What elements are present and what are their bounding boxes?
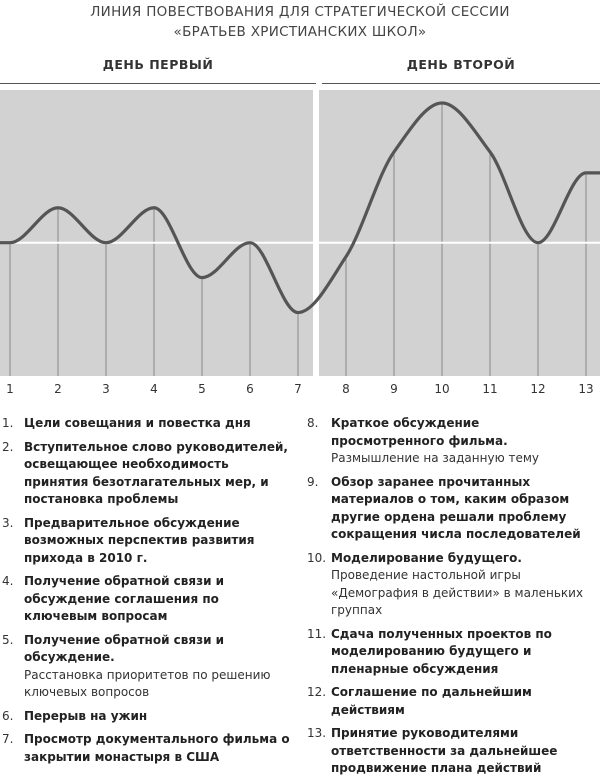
agenda-item (2, 439, 296, 509)
agenda-item-title: Предварительное обсуждение возможных перспектив развития прихода в 2010 г. (24, 515, 255, 565)
x-tick-6: 6 (246, 382, 254, 396)
agenda-item-note: Проведение настольной игры «Демография в действии» в маленьких группах (331, 568, 584, 617)
agenda-item-body (24, 708, 296, 726)
agenda-item (2, 515, 296, 568)
day-two-rule (322, 83, 600, 84)
agenda-item-title: Моделирование будущего. (331, 550, 522, 565)
x-tick-10: 10 (434, 382, 450, 396)
agenda-item (2, 415, 296, 433)
x-tick-5: 5 (198, 382, 206, 396)
x-tick-2: 2 (54, 382, 62, 396)
agenda-day-two (307, 415, 595, 784)
agenda-day-one (2, 415, 296, 772)
agenda-item-title: Соглашение по дальнейшим действиям (331, 685, 532, 717)
x-tick-labels (6, 382, 593, 396)
agenda-item (307, 415, 595, 468)
agenda-item-title: Просмотр документального фильма о закрытии монастыря в США (24, 732, 290, 764)
agenda-item-number: 4. (2, 574, 14, 588)
agenda-item-number: 10. (307, 550, 327, 565)
agenda-item-body (331, 684, 595, 719)
agenda-item (2, 731, 296, 766)
agenda-item (2, 632, 296, 702)
agenda-item-number: 1. (2, 416, 14, 430)
x-tick-11: 11 (482, 382, 498, 396)
agenda-item-body (331, 415, 595, 468)
agenda-item (307, 626, 595, 679)
day-one-label: ДЕНЬ ПЕРВЫЙ (102, 57, 214, 72)
x-tick-13: 13 (578, 382, 594, 396)
x-tick-9: 9 (390, 382, 398, 396)
agenda-item-number: 11. (307, 626, 327, 641)
day-two-label: ДЕНЬ ВТОРОЙ (406, 57, 516, 72)
agenda-item (2, 708, 296, 726)
agenda-item-title: Получение обратной связи и обсуждение соглашения по ключевым вопросам (24, 574, 225, 623)
agenda-item-number: 8. (307, 416, 319, 430)
agenda-item-body (24, 632, 296, 702)
agenda-item-note: Расстановка приоритетов по решению ключевых вопросов (24, 667, 271, 699)
title-line-2: «БРАТЬЕВ ХРИСТИАНСКИХ ШКОЛ» (173, 24, 427, 40)
x-tick-4: 4 (150, 382, 158, 396)
agenda-item-title: Принятие руководителями ответственности за дальнейшее продвижение плана действий (331, 726, 558, 775)
agenda-item (307, 684, 595, 719)
chart-title (0, 2, 600, 42)
agenda-item-title: Вступительное слово руководителей, освещающее необходимость принятия безотлагательных мер, и постановка проблемы (24, 439, 288, 506)
x-tick-7: 7 (294, 382, 302, 396)
agenda-item-title: Сдача полученных проектов по моделированию будущего и пленарные обсуждения (331, 626, 552, 676)
agenda-item-body (331, 725, 595, 778)
agenda-item-title: Краткое обсуждение просмотренного фильма. (331, 416, 508, 448)
agenda-item-number: 2. (2, 439, 14, 454)
x-tick-12: 12 (530, 382, 546, 396)
agenda-item (307, 474, 595, 544)
agenda-item-body (24, 515, 296, 568)
agenda-item-body (331, 626, 595, 679)
agenda-item (2, 573, 296, 626)
agenda-item-body (24, 573, 296, 626)
x-tick-3: 3 (102, 382, 110, 396)
x-tick-8: 8 (342, 382, 350, 396)
agenda-item-body (331, 474, 595, 544)
agenda-item-title: Получение обратной связи и обсуждение. (24, 632, 225, 664)
x-tick-1: 1 (6, 382, 14, 396)
agenda-item-number: 13. (307, 726, 327, 740)
day-divider (313, 90, 319, 376)
agenda-item-title: Перерыв на ужин (24, 708, 148, 723)
agenda-item-number: 7. (2, 732, 14, 746)
agenda-item (307, 550, 595, 620)
agenda-item-number: 9. (307, 474, 319, 489)
day-one-rule (0, 83, 316, 84)
storyline-chart (0, 88, 600, 400)
agenda-item-number: 5. (2, 632, 14, 647)
title-line-1: ЛИНИЯ ПОВЕСТВОВАНИЯ ДЛЯ СТРАТЕГИЧЕСКОЙ СЕССИИ (90, 4, 510, 20)
agenda-item-title: Обзор заранее прочитанных материалов о том, каким образом другие ордена решали проблему сокращения числа последователей (331, 474, 581, 541)
agenda-item-number: 12. (307, 685, 327, 699)
agenda-item-body (24, 415, 296, 433)
agenda-item (307, 725, 595, 778)
agenda-item-body (24, 439, 296, 509)
agenda-item-body (24, 731, 296, 766)
agenda-item-title: Цели совещания и повестка дня (24, 416, 251, 430)
agenda-item-note: Размышление на заданную тему (331, 451, 540, 465)
agenda-item-body (331, 550, 595, 620)
agenda-item-number: 3. (2, 515, 14, 530)
agenda-item-number: 6. (2, 708, 14, 723)
